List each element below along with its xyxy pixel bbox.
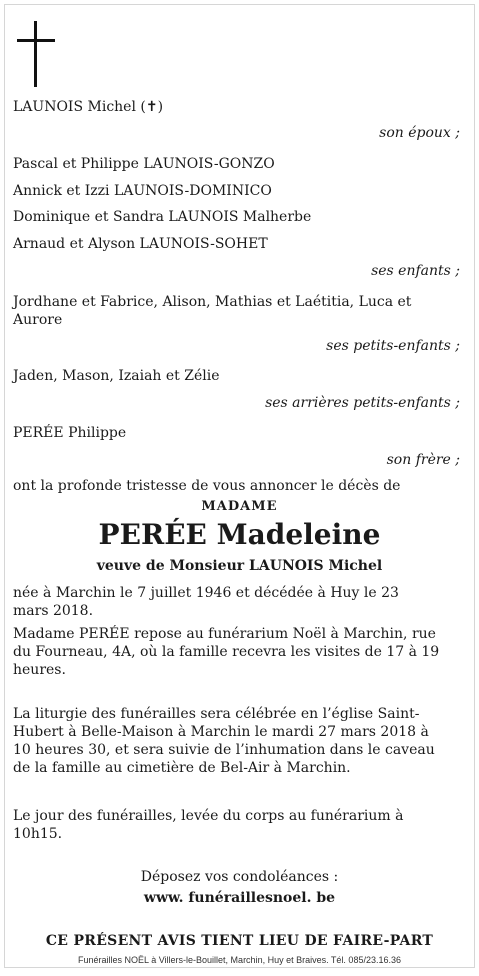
grandchildren-role: ses petits-enfants ; <box>326 338 460 354</box>
condolences-label: Déposez vos condoléances : <box>140 869 339 885</box>
body-removal-text: Le jour des funérailles, levée du corps au funérarium à 10h15. <box>13 808 404 842</box>
widow-of: veuve de Monsieur LAUNOIS Michel <box>96 558 383 574</box>
child-line: Pascal et Philippe LAUNOIS-GONZO <box>13 156 275 172</box>
spouse-role: son époux ; <box>379 125 460 141</box>
spouse-name: LAUNOIS Michel (✝) <box>13 99 164 115</box>
deceased-name: PERÉE Madeleine <box>98 518 381 551</box>
notice-text: CE PRÉSENT AVIS TIENT LIEU DE FAIRE-PART <box>45 933 434 949</box>
brother-role: son frère ; <box>386 452 460 468</box>
birth-death-text: née à Marchin le 7 juillet 1946 et décédée à Huy le 23 mars 2018. <box>13 585 399 619</box>
announcement-text: ont la profonde tristesse de vous annoncer le décès de <box>13 478 401 494</box>
child-line: Arnaud et Alyson LAUNOIS-SOHET <box>13 236 268 252</box>
child-line: Dominique et Sandra LAUNOIS Malherbe <box>13 209 312 225</box>
cross-icon <box>17 21 55 87</box>
brother-name: PERÉE Philippe <box>13 425 127 441</box>
child-line: Annick et Izzi LAUNOIS-DOMINICO <box>13 183 272 199</box>
great-grandchildren-names: Jaden, Mason, Izaiah et Zélie <box>13 368 220 384</box>
footer-text: Funérailles NOËL à Villers-le-Bouillet, Marchin, Huy et Braives. Tél. 085/23.16.36 <box>78 955 401 965</box>
great-grandchildren-role: ses arrières petits-enfants ; <box>265 395 460 411</box>
deceased-title: MADAME <box>201 499 278 514</box>
visitation-text: Madame PERÉE repose au funérarium Noël à Marchin, rue du Fourneau, 4A, où la famille recevra les visites de 17 à 19 heures. <box>13 626 440 678</box>
death-notice <box>4 4 475 968</box>
grandchildren-names: Jordhane et Fabrice, Alison, Mathias et Laétitia, Luca et Aurore <box>13 294 412 328</box>
condolences-link[interactable]: www. funéraillesnoel. be <box>143 890 336 906</box>
children-role: ses enfants ; <box>371 263 460 279</box>
liturgy-text: La liturgie des funérailles sera célébrée en l’église Saint-Hubert à Belle-Maison à Marchin le mardi 27 mars 2018 à 10 heures 30, et sera suivie de l’inhumation dans le caveau de la famille au cimetière de Bel-Air à Marchin. <box>13 706 435 776</box>
